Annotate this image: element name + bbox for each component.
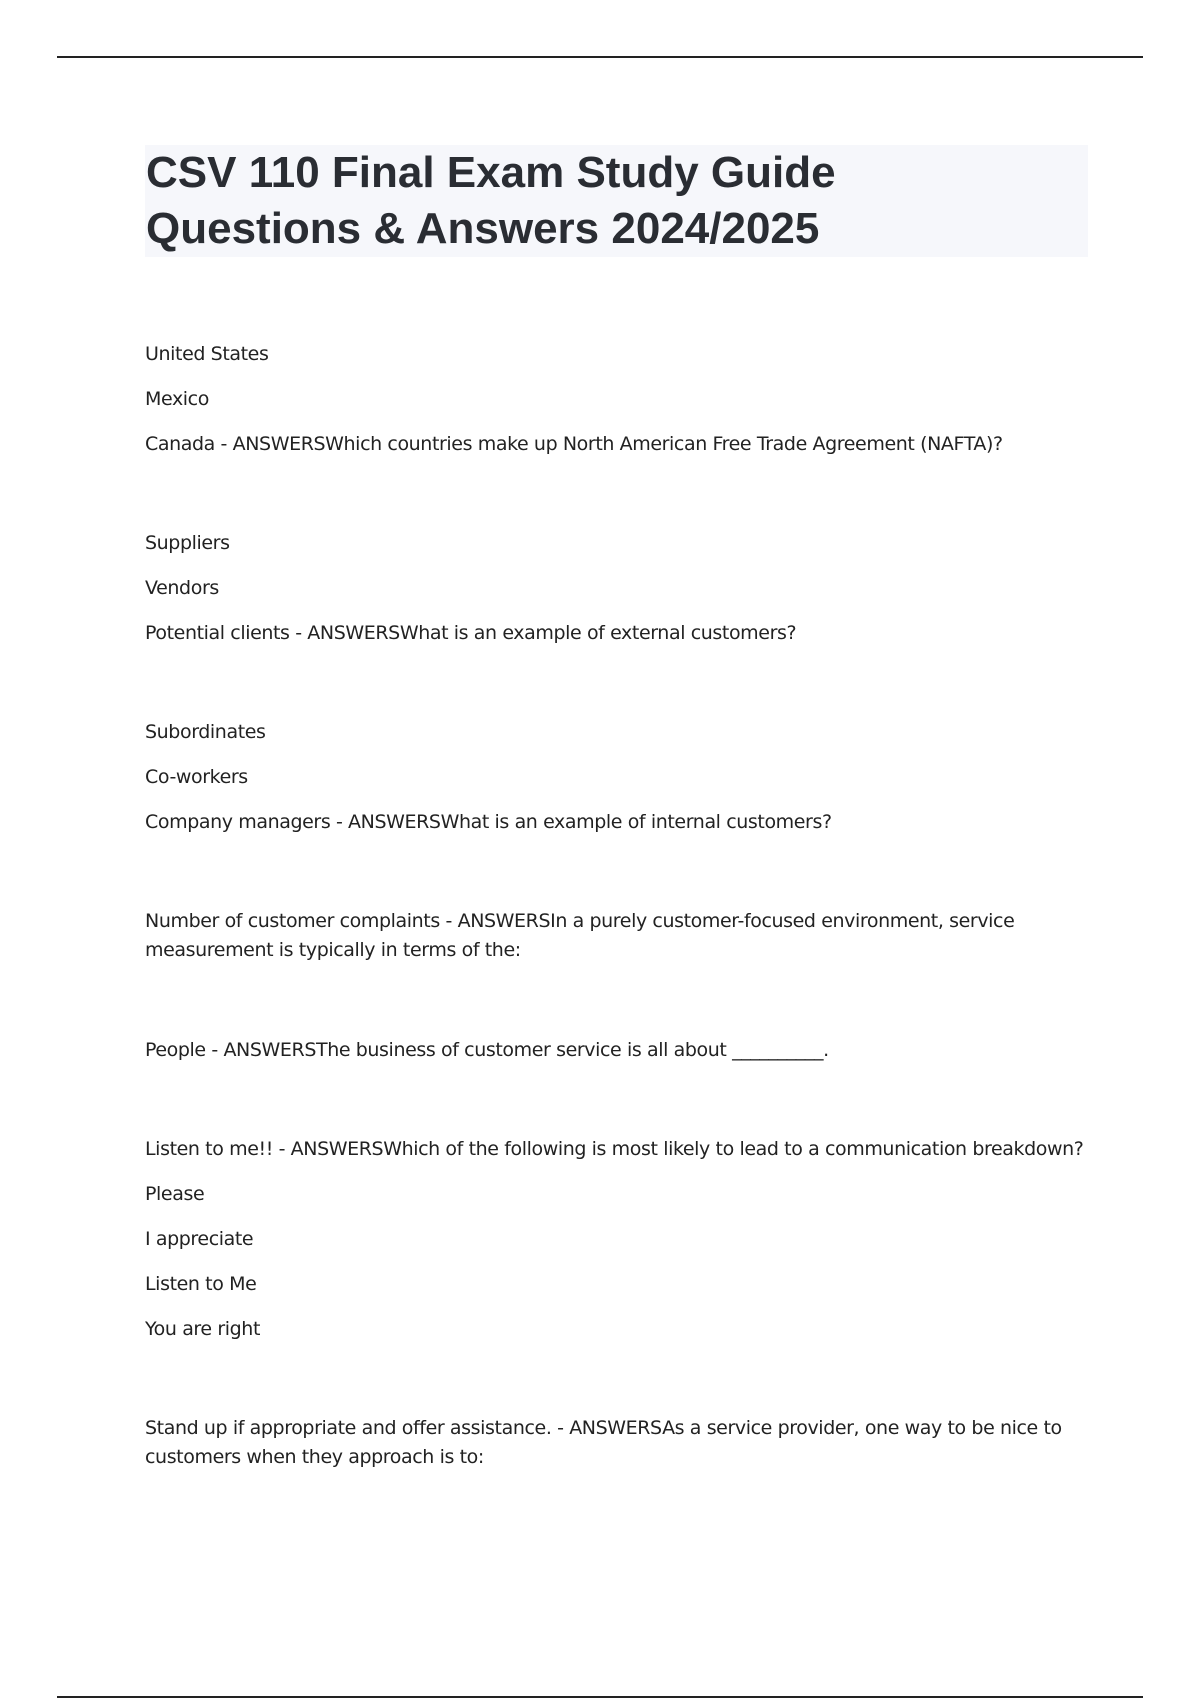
title-line-2: Questions & Answers 2024/2025	[146, 204, 820, 253]
document-title	[145, 145, 1088, 257]
qa-entry-service-provider	[145, 1414, 1095, 1472]
answer-question-line: Canada - ANSWERSWhich countries make up North American Free Trade Agreement (NAFTA)?	[145, 433, 1003, 455]
header-rule	[57, 56, 1143, 58]
answer-question-line: Listen to me!! - ANSWERSWhich of the following is most likely to lead to a communication breakdown?	[145, 1138, 1084, 1160]
qa-entry-business-of-service	[145, 1036, 1095, 1064]
answer-question-line: Company managers - ANSWERSWhat is an example of internal customers?	[145, 811, 832, 833]
answer-question-line: Number of customer complaints - ANSWERSIn a purely customer-focused environment, service measurement is typically in terms of the:	[145, 910, 1015, 961]
option-line: I appreciate	[145, 1228, 254, 1250]
qa-entry-service-measurement	[145, 907, 1095, 965]
qa-entry-external-customers	[145, 529, 1095, 647]
qa-entry-communication-breakdown	[145, 1135, 1095, 1343]
answer-line: Mexico	[145, 388, 209, 410]
answer-line: United States	[145, 343, 269, 365]
answer-line: Vendors	[145, 577, 219, 599]
option-line: You are right	[145, 1318, 260, 1340]
answer-line: Co-workers	[145, 766, 248, 788]
option-line: Please	[145, 1183, 205, 1205]
title-banner	[145, 145, 1088, 257]
answer-question-line: People - ANSWERSThe business of customer service is all about __________.	[145, 1039, 829, 1061]
option-line: Listen to Me	[145, 1273, 257, 1295]
footer-rule	[57, 1696, 1143, 1698]
answer-question-line: Stand up if appropriate and offer assistance. - ANSWERSAs a service provider, one way to be nice to customers when they approach is to:	[145, 1417, 1062, 1468]
answer-line: Suppliers	[145, 532, 230, 554]
document-body	[145, 340, 1095, 1472]
answer-line: Subordinates	[145, 721, 266, 743]
qa-entry-internal-customers	[145, 718, 1095, 836]
qa-entry-nafta	[145, 340, 1095, 458]
title-line-1: CSV 110 Final Exam Study Guide	[146, 148, 836, 197]
answer-question-line: Potential clients - ANSWERSWhat is an example of external customers?	[145, 622, 797, 644]
